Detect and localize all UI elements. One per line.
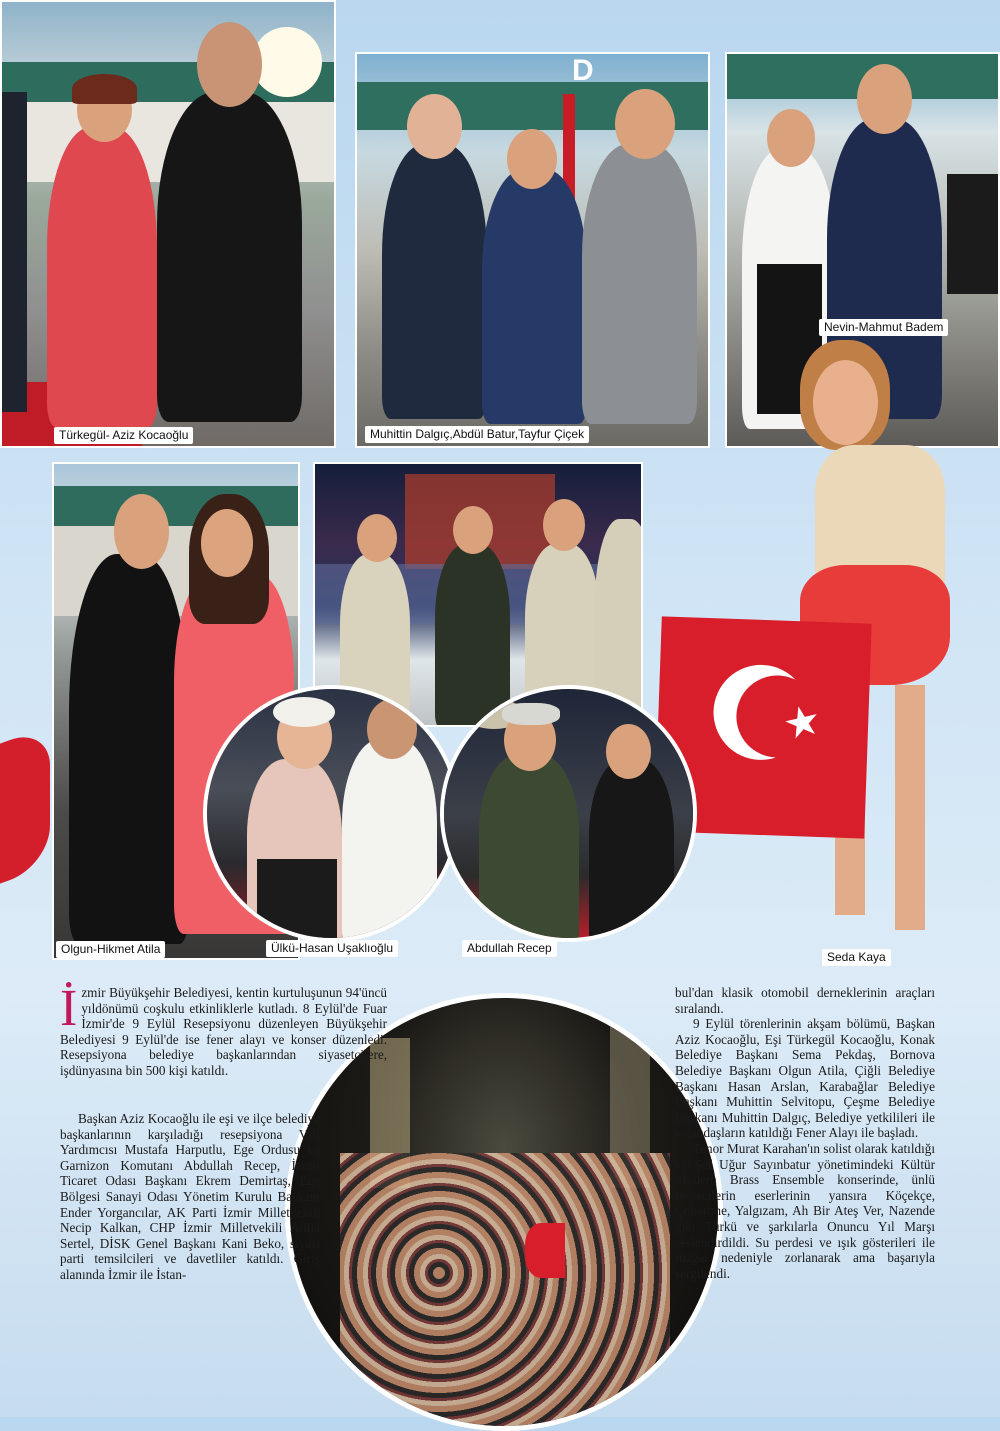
article-paragraph-4: 9 Eylül törenlerinin akşam bölümü, Başkan Aziz Kocaoğlu, Eşi Türkegül Kocaoğlu, Konak Belediye Başkanı Sema Pekdaş, Bornova Belediye Başkanı Olgun Atila, Çiğli Belediye Başkanı Hasan Arslan, Karabağlar Belediye Başkanı Muhittin Selvitopu, Çeşme Belediye Başkanı Muhittin Dalgıç, Belediye yetkilileri ile vatandaşların katıldığı Fener Alayı ile başladı. bbox=[675, 1016, 935, 1141]
drop-cap: İ bbox=[60, 980, 78, 1037]
photo-turkegul-aziz bbox=[0, 0, 336, 448]
photo-dalgic-batur-cicek: D Muhittin Dalgıç,Abdül Batur,Tayfur Çiçek bbox=[355, 52, 710, 448]
caption-photo7: Seda Kaya bbox=[822, 949, 891, 966]
photo-ulku-hasan bbox=[203, 685, 460, 942]
article-right-column bbox=[675, 985, 935, 1281]
caption-photo1: Türkegül- Aziz Kocaoğlu bbox=[54, 427, 193, 444]
caption-photo2: Muhittin Dalgıç,Abdül Batur,Tayfur Çiçek bbox=[365, 426, 589, 443]
turkish-flag: ★ bbox=[654, 616, 871, 838]
article-text-1: zmir Büyükşehir Belediyesi, kentin kurtuluşunun 94'üncü yıldönümü coşkulu etkinliklerle kutladı. 8 Eylül'de Fuar İzmir'de 9 Eylül Resepsiyonu düzenleyen Büyükşehir Belediyesi 9 Eylül'de ise fener alayı ve konser düzenledi. Resepsiyona belediye başkanlarından siyasetçilere, işdünyasına bin 500 kişi katıldı. bbox=[60, 985, 387, 1078]
photo-abdullah-recep bbox=[440, 685, 697, 942]
flag-decoration-left bbox=[0, 725, 50, 894]
caption-photo4: Olgun-Hikmet Atila bbox=[56, 941, 165, 958]
article-left-column bbox=[60, 980, 387, 1079]
article-paragraph-2: Başkan Aziz Kocaoğlu ile eşi ve ilçe belediye başkanlarının karşıladığı resepsiyona Vali Yardımcısı Mustafa Harputlu, Ege Ordusu ve Garnizon Komutanı Abdullah Recep, İzmir Ticaret Odası Başkanı Ekrem Demirtaş, Ege Bölgesi Sanayi Odası Yönetim Kurulu Başkanı Ender Yorgancılar, AK Parti İzmir Milletvekili Necip Kalkan, CHP İzmir Milletvekili Atilla Sertel, DİSK Genel Başkanı Kani Beko, siyasi parti temsilcileri ve davetliler katıldı. Giriş alanında İzmir ile İstan- bbox=[60, 1111, 320, 1282]
photo-seda-kaya bbox=[650, 335, 1000, 985]
caption-photo5: Ülkü-Hasan Uşaklıoğlu bbox=[266, 940, 398, 957]
caption-photo6: Abdullah Recep bbox=[462, 940, 557, 957]
caption-photo3: Nevin-Mahmut Badem bbox=[819, 319, 948, 336]
article-paragraph-5: Tenor Murat Karahan'ın solist olarak katıldığı ve Şef Uğur Sayınbatur yönetimindeki Kültür Modern Brass Ensemble konserinde, ünlü bestecilerin eserlerinin yansıra Köçekçe, Çökertme, Yalgızam, Ah Bir Ateş Ver, Nazende gibi Türkü ve şarkılarla Onuncu Yıl Marşı seslendirdildi. Su perdesi ve ışık gösterileri ile rüzgar nedeniyle zorlanarak ama başarıyla sergilendi. bbox=[675, 1140, 935, 1281]
article-left-column-2 bbox=[60, 1111, 320, 1283]
article-paragraph-1 bbox=[60, 980, 387, 1079]
article-paragraph-3: bul'dan klasik otomobil derneklerinin araçları sıralandı. bbox=[675, 985, 935, 1016]
